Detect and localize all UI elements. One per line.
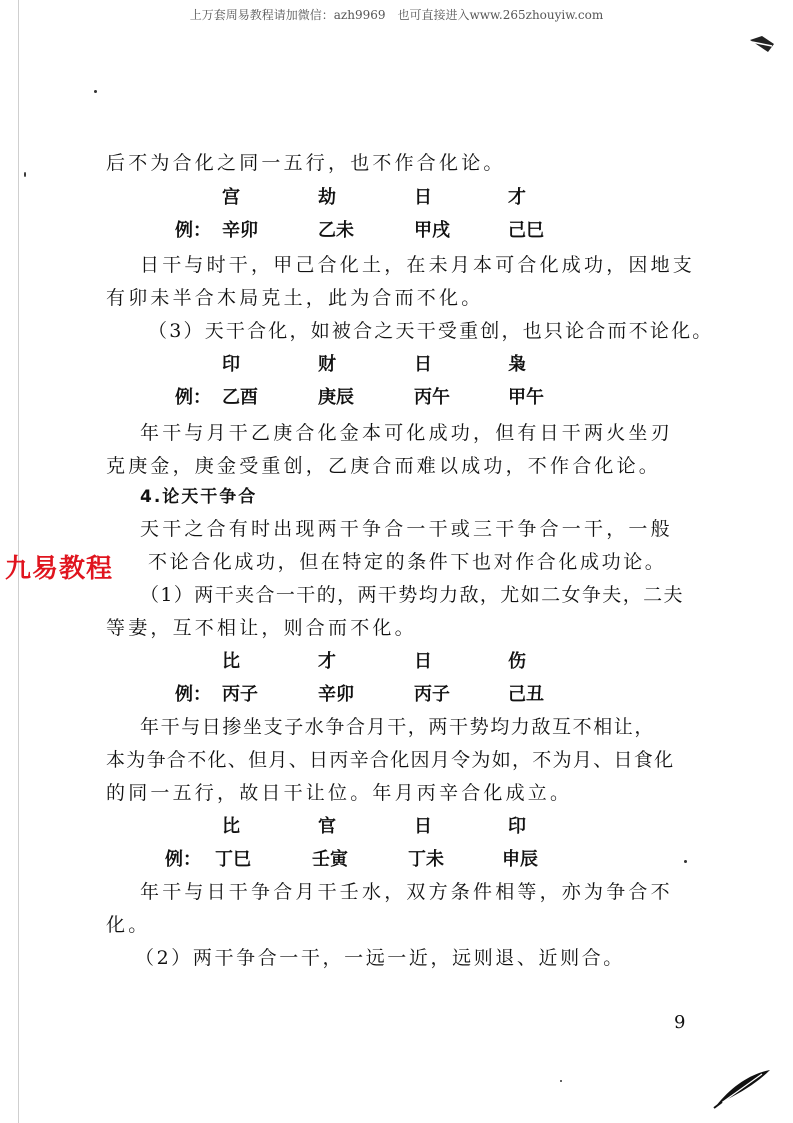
god-hour: 枭 [508,354,526,375]
pillar-day: 丁未 [408,849,444,870]
page-header: 上万套周易教程请加微信：azh9969 也可直接进入www.265zhouyiw.com [189,8,604,22]
god-year: 印 [222,354,240,375]
text-line: （3）天干合化，如被合之天干受重创，也只论合而不论化。 [148,320,714,342]
chart-god-row [0,647,793,673]
pillar-hour: 己巳 [508,220,544,241]
feather-pen-icon [712,1066,774,1110]
god-month: 官 [318,816,336,837]
pillar-month: 壬寅 [312,849,348,870]
pillar-hour: 己丑 [508,684,544,705]
quill-mark-icon [748,32,778,58]
pillar-hour: 甲午 [508,387,544,408]
section-heading: 4.论天干争合 [140,487,258,507]
pillar-year: 丙子 [222,684,258,705]
text-line: 年干与月干乙庚合化金本可化成功，但有日干两火坐刃 [140,422,673,444]
pillar-day: 甲戌 [414,220,450,241]
text-line: 有卯未半合木局克土，此为合而不化。 [106,287,484,309]
example-prefix: 例： [165,849,201,870]
god-month: 财 [318,354,336,375]
god-year: 宫 [222,187,240,208]
pillar-day: 丙子 [414,684,450,705]
chart-god-row [0,812,793,838]
god-hour: 才 [508,187,526,208]
pillar-year: 丁巳 [215,849,251,870]
text-line: 等妻，互不相让，则合而不化。 [106,617,417,639]
text-line: 日干与时干，甲己合化土，在未月本可合化成功，因地支 [140,254,696,276]
scan-speck [684,860,687,863]
chart-pillar-row [0,216,793,242]
text-line: 后不为合化之同一五行，也不作合化论。 [106,152,506,174]
pillar-month: 乙未 [318,220,354,241]
text-line: 本为争合不化、但月、日丙辛合化因月令为如，不为月、日食化 [106,749,675,771]
pillar-year: 乙酉 [222,387,258,408]
god-day: 日 [414,187,432,208]
chart-pillar-row [0,845,793,871]
example-prefix: 例： [175,387,211,408]
text-line: 天干之合有时出现两干争合一干或三干争合一干，一般 [140,518,673,540]
chart-god-row [0,183,793,209]
god-month: 劫 [318,187,336,208]
text-line: 年干与日掺坐支子水争合月干，两干势均力敌互不相让， [140,716,656,738]
god-year: 比 [222,816,240,837]
chart-god-row [0,350,793,376]
text-line: （2）两干争合一干，一远一近，远则退、近则合。 [135,947,625,969]
scan-speck [560,1080,562,1082]
text-line: （1）两干夹合一干的，两干势均力敌，尤如二女争夫，二夫 [140,584,684,606]
chart-pillar-row [0,680,793,706]
god-day: 日 [414,816,432,837]
example-prefix: 例： [175,684,211,705]
text-line: 的同一五行，故日干让位。年月丙辛合化成立。 [106,782,573,804]
god-month: 才 [318,651,336,672]
pillar-hour: 申辰 [502,849,538,870]
chart-pillar-row [0,383,793,409]
god-hour: 印 [508,816,526,837]
pillar-month: 庚辰 [318,387,354,408]
pillar-year: 辛卯 [222,220,258,241]
text-line: 克庚金，庚金受重创，乙庚合而难以成功，不作合化论。 [106,455,662,477]
example-prefix: 例： [175,220,211,241]
text-line: 年干与日干争合月干壬水，双方条件相等，亦为争合不 [140,881,673,903]
god-hour: 伤 [508,651,526,672]
scan-speck [24,172,26,177]
watermark-logo: 九易教程 [5,554,114,584]
scan-speck [94,90,97,93]
god-year: 比 [222,651,240,672]
page-number: 9 [674,1012,686,1033]
pillar-day: 丙午 [414,387,450,408]
god-day: 日 [414,354,432,375]
text-line: 化。 [106,914,151,936]
god-day: 日 [414,651,432,672]
pillar-month: 辛卯 [318,684,354,705]
text-line: 不论合化成功，但在特定的条件下也对作合化成功论。 [148,551,667,573]
